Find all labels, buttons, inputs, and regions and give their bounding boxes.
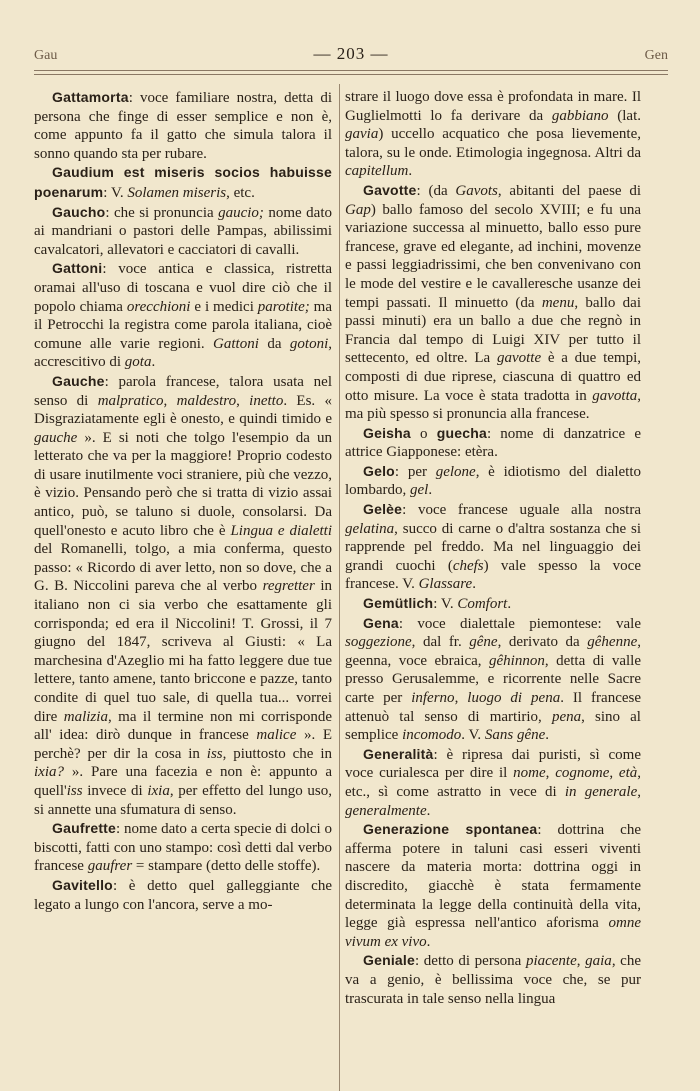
entry-definition: guecha: nome di danzatrice e attrice Giapponese: etèra.: [345, 424, 642, 461]
left-column: [34, 88, 332, 914]
header-left-guide-word: Gau: [34, 48, 58, 63]
dictionary-entry: Gaucho: che si pronuncia gaucio; nome dato ai mandriani o pastori delle Pampas, abilissimi cavalcatori, allevatori e cacciatori di cavalli.: [34, 203, 332, 258]
entry-definition: V. Solamen miseris, etc.: [110, 184, 255, 201]
entry-headword: Gena: [363, 614, 399, 631]
entry-headword: Gaucho: [52, 203, 106, 220]
entry-definition: che si pronuncia gaucio; nome dato ai mandriani o pastori delle Pampas, abilissimi cavalcatori, allevatori e cacciatori di cavalli.: [34, 204, 332, 258]
dictionary-entry: Gelèe: voce francese uguale alla nostra gelatina, succo di carne o d'altra sostanza che si rapprende pel freddo. Ma nel linguaggio dei grandi cuochi (chefs) vale spesso la voce francese. V. Glassare.: [345, 501, 641, 593]
dictionary-entry: [345, 88, 641, 181]
dictionary-entry: Gemütlich: V. Comfort.: [363, 595, 512, 613]
dictionary-entry: Gena: voce dialettale piemontese: vale soggezione, dal fr. gêne, derivato da gêhenne, geenna, voce ebraica, gêhinnon, detta di valle presso Gerusalemme, e ricorrente nelle Sacre carte per inferno, luogo di pena. Il francese attenuò tal senso di martirio, pena, sino al semplice incomodo. V. Sans gêne.: [345, 614, 641, 744]
entry-headword: Gauche: [52, 372, 105, 389]
dictionary-entry: Gattoni: voce antica e classica, ristretta oramai all'uso di toscana e vuol dire ciò che il popolo chiama orecchioni e i medici parotite; ma il Petrocchi la registra come parola italiana, cioè comune alle varie regioni. Gattoni da gotoni, accrescitivo di gota.: [34, 260, 332, 371]
entry-headword: Geniale: [363, 952, 415, 969]
entry-headword: Gattoni: [52, 260, 103, 277]
page-number: — 203 —: [313, 44, 389, 63]
dictionary-entry: Gaufrette: nome dato a certa specie di dolci o biscotti, fatti con uno stampo: così detti dal verbo francese gaufrer = stampare (detto delle stoffe).: [34, 820, 332, 875]
dictionary-entry: Gavitello: è detto quel galleggiante che legato a lungo con l'ancora, serve a mo-: [34, 876, 332, 913]
dictionary-entry: Geniale: detto di persona piacente, gaia, che va a genio, è bellissima voce che, se pur trascurata in tale senso nella lingua: [345, 952, 641, 1007]
entry-headword: Generalità: [363, 745, 434, 762]
dictionary-entry: Gaudium est miseris socios habuisse poenarum: V. Solamen miseris, etc.: [34, 164, 332, 201]
entry-headword: Gattamorta: [52, 89, 129, 105]
header-rule-bottom: [34, 74, 668, 75]
entry-definition: detto di persona piacente, gaia, che va a genio, è bellissima voce che, se pur trascurata in tale senso nella lingua: [345, 953, 641, 1007]
entry-headword: Gavitello: [52, 876, 113, 893]
entry-definition: strare il luogo dove essa è profondata in mare. Il Guglielmotti lo fa derivare da gabbiano (lat. gavia) uccello acquatico che posa lievemente, talora, su le onde. Etimologia ingegnosa. Altri da capitellum.: [345, 89, 641, 180]
dictionary-entry: Gavotte: (da Gavots, abitanti del paese di Gap) ballo famoso del secolo XVIII; e fu una variazione successa al minuetto, ballo esso pure francese, grave ed elegante, ad inchini, movenze e passi leggiadrissimi, che ben convenivano con le mode del vestire e le cavalleresche usanze dei tempi passati. Il minuetto (da menu, ballo dai passi minuti) era un ballo a due che regnò in Francia dal tempo di Luigi XIV per tutto il settecento, ed oltre. La gavotte è a due tempi, composti di due riprese, ciascuna di quattro ed otto misure. La voce è stata tradotta in gavotta, ma più spesso si pronuncia alla francese.: [345, 181, 642, 423]
entry-definition: parola francese, talora usata nel senso di malpratico, maldestro, inetto. Es. « Disgraziatamente egli è onesto, e quindi timido e gauche ». E si noti che tolgo l'esempio da un letterato che va per la maggiore! Proprio codesto di usare inutilmente voci straniere, più che vezzo, è vizio. Pensando però che si tratta di vizio assai antico, può, se taluno si duole, consolarsi. Da quell'onesto e acuto libro che è Lingua e dialetti del Romanelli, tolgo, a mia conferma, questo passo: « Ricordo di aver letto, non so dove, che a G. B. Niccolini pareva che al verbo regretter in italiano non ci sia verbo che esattamente gli corrisponda; ed era il Niccolini! T. Grossi, il 7 giugno del 1847, scriveva al Giusti: « La marchesina d'Azeglio mi ha fatto leggere due tue lettere, tanto amene, tanto briccone e pazze, tanto condite di quel tuo sale, di quella tua... vorrei dire malizia, ma il termine non mi corrisponde all' idea: dirò dunque in francese malice ». E perchè? per dir la cosa in iss, piuttosto che in ixia? ». Pare una facezia e non è: appunto a quell'iss invece di ixia, per effetto del lungo uso, si annette una sfumatura di senso.: [34, 373, 333, 818]
entry-headword: Geisha: [363, 424, 411, 441]
entry-headword: Gelèe: [363, 501, 403, 518]
entry-definition: voce antica e classica, ristretta oramai all'uso di toscana e vuol dire ciò che il popolo chiama orecchioni e i medici parotite; ma il Petrocchi la registra come parola italiana, cioè comune alle varie regioni. Gattoni da gotoni, accrescitivo di gota.: [34, 261, 332, 371]
entry-definition: è ripresa dai puristi, sì come voce curialesca per dire il nome, cognome, età, etc., sì come astratto in vece di in generale, generalmente.: [345, 746, 641, 819]
entry-definition: (da Gavots, abitanti del paese di Gap) ballo famoso del secolo XVIII; e fu una variazione successa al minuetto, ballo esso pure francese, grave ed elegante, ad inchini, movenze e passi leggiadrissimi, che ben convenivano con le mode del vestire e le cavalleresche usanze dei tempi passati. Il minuetto (da menu, ballo dai passi minuti) era un ballo a due che regnò in Francia dal tempo di Luigi XIV per tutto il settecento, ed oltre. La gavotte è a due tempi, composti di due riprese, ciascuna di quattro ed otto misure. La voce è stata tradotta in gavotta, ma più spesso si pronuncia alla francese.: [345, 182, 642, 423]
entry-definition: voce dialettale piemontese: vale soggezione, dal fr. gêne, derivato da gêhenne, geenna, voce ebraica, gêhinnon, detta di valle presso Gerusalemme, e ricorrente nelle Sacre carte per inferno, luogo di pena. Il francese attenuò tal senso di martirio, pena, sino al semplice incomodo. V. Sans gêne.: [345, 615, 641, 744]
entry-headword: Gaudium est miseris socios habuisse poenarum: [34, 164, 332, 200]
entry-headword: Gelo: [363, 462, 395, 479]
dictionary-entry: Gauche: parola francese, talora usata nel senso di malpratico, maldestro, inetto. Es. « Disgraziatamente egli è onesto, e quindi timido e gauche ». E si noti che tolgo l'esempio da un letterato che va per la maggiore! Proprio codesto di usare inutilmente voci straniere, più che vezzo, è vizio. Pensando però che si tratta di vizio assai antico, può, se taluno si duole, consolarsi. Da quell'onesto e acuto libro che è Lingua e dialetti del Romanelli, tolgo, a mia conferma, questo passo: « Ricordo di aver letto, non so dove, che a G. B. Niccolini pareva che al verbo regretter in italiano non ci sia verbo che esattamente gli corrisponda; ed era il Niccolini! T. Grossi, il 7 giugno del 1847, scriveva al Giusti: « La marchesina d'Azeglio mi ha fatto leggere due tue lettere, tanto amene, tanto briccone e pazze, tanto condite di quel tuo sale, di quella tua... vorrei dire malizia, ma il termine non mi corrisponde all' idea: dirò dunque in francese malice ». E perchè? per dir la cosa in iss, piuttosto che in ixia? ». Pare una facezia e non è: appunto a quell'iss invece di ixia, per effetto del lungo uso, si annette una sfumatura di senso.: [34, 372, 333, 818]
right-column: [345, 88, 641, 1008]
dictionary-entry: Generazione spontanea: dottrina che afferma potere in taluni casi esseri viventi nascere da materia morta: dottrina oggi in discredito, giacchè è stata fermamente determinata la legge della continuità della vita, legge già espressa nell'antico aforisma omne vivum ex vivo.: [345, 821, 641, 950]
dictionary-entry: Geisha o guecha: nome di danzatrice e attrice Giapponese: etèra.: [345, 424, 642, 461]
entry-definition: voce francese uguale alla nostra gelatina, succo di carne o d'altra sostanza che si rapprende pel freddo. Ma nel linguaggio dei grandi cuochi (chefs) vale spesso la voce francese. V. Glassare.: [345, 502, 641, 593]
entry-definition: voce familiare nostra, detta di persona che finge di esser semplice e non è, come appunto fa il gatto che simula talora il sonno quando sta per rubare.: [34, 90, 332, 162]
entry-definition: nome dato a certa specie di dolci o biscotti, fatti con uno stampo: così detti dal verbo francese gaufrer = stampare (detto delle stoffe).: [34, 821, 332, 875]
running-header: [34, 44, 668, 68]
entry-definition: dottrina che afferma potere in taluni casi esseri viventi nascere da materia morta: dottrina oggi in discredito, giacchè è stata fermamente determinata la legge della continuità della vita, legge già espressa nell'antico aforisma omne vivum ex vivo.: [345, 822, 641, 950]
entry-headword: Gemütlich: [363, 595, 434, 612]
entry-definition: per gelone, è idiotismo del dialetto lombardo, gel.: [345, 463, 642, 499]
entry-definition: è detto quel galleggiante che legato a lungo con l'ancora, serve a mo-: [34, 877, 332, 913]
entry-headword: Gaufrette: [52, 820, 117, 837]
entry-headword: Gavotte: [363, 181, 417, 198]
entry-definition: V. Comfort.: [440, 596, 512, 613]
dictionary-entry: Gelo: per gelone, è idiotismo del dialetto lombardo, gel.: [345, 462, 642, 499]
entry-headword: Generazione spontanea: [363, 821, 538, 838]
column-divider: [339, 84, 340, 1091]
dictionary-entry: Generalità: è ripresa dai puristi, sì come voce curialesca per dire il nome, cognome, età, etc., sì come astratto in vece di in generale, generalmente.: [345, 745, 641, 819]
dictionary-entry: Gattamorta: voce familiare nostra, detta di persona che finge di esser semplice e non è, come appunto fa il gatto che simula talora il sonno quando sta per rubare.: [34, 89, 332, 162]
header-rule-top: [34, 70, 668, 71]
header-right-guide-word: Gen: [644, 48, 668, 63]
